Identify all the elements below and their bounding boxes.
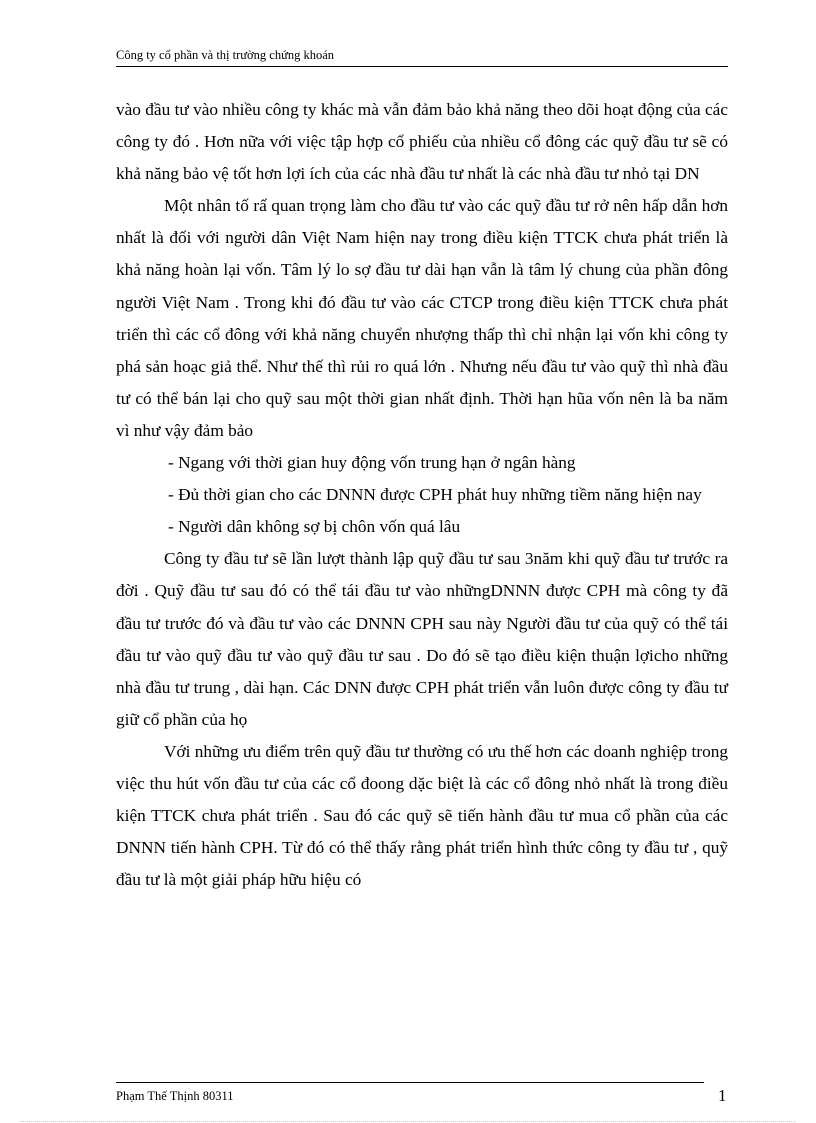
paragraph-1: vào đầu tư vào nhiều công ty khác mà vẫn đảm bảo khả năng theo dõi hoạt động của các công ty đó . Hơn nữa với việc tập hợp cổ phiếu của nhiều cổ đông các quỹ đầu tư sẽ có khả năng bảo vệ tốt hơn lợi ích của các nhà đầu tư nhất là các nhà đầu tư nhỏ tại DN bbox=[116, 100, 728, 184]
page-boundary-line bbox=[20, 1121, 796, 1122]
bullet-item-3: - Người dân không sợ bị chôn vốn quá lâu bbox=[168, 517, 461, 537]
footer-divider bbox=[116, 1082, 704, 1083]
page-number: 1 bbox=[718, 1086, 727, 1105]
paragraph-4: Với những ưu điểm trên quỹ đầu tư thường có ưu thế hơn các doanh nghiệp trong việc thu hút vốn đầu tư của các cổ đoong dặc biệt là các cổ đông nhỏ nhất là trong điều kiện TTCK chưa phát triển . Sau đó các quỹ sẽ tiến hành đầu tư mua cổ phần của các DNNN tiến hành CPH. Từ đó có thể thấy rằng phát triển hình thức công ty đầu tư , quỹ đầu tư là một giải pháp hữu hiệu có bbox=[116, 741, 728, 890]
running-header: Công ty cổ phần và thị trường chứng khoán bbox=[116, 48, 335, 62]
paragraph-3: Công ty đầu tư sẽ lần lượt thành lập quỹ đầu tư sau 3năm khi quỹ đầu tư trước ra đời . Quỹ đầu tư sau đó có thể tái đầu tư vào nhữngDNNN được CPH mà công ty đã đầu tư trước đó và đầu tư vào các DNNN CPH sau này Người đầu tư của quỹ có thể tái đầu tư vào quỹ đầu tư vào quỹ đầu tư sau . Do đó sẽ tạo điều kiện thuận lợicho những nhà đầu tư trung , dài hạn. Các DNN được CPH phát triển vẫn luôn được công ty đầu tư giữ cổ phần của họ bbox=[116, 549, 728, 729]
paragraph-2: Một nhân tố rấ quan trọng làm cho đầu tư vào các quỹ đầu tư rở nên hấp dẫn hơn nhất là đối với người dân Việt Nam hiện nay trong điều kiện TTCK chưa phát triển là khả năng hoàn lại vốn. Tâm lý lo sợ đầu tư dài hạn vẫn là tâm lý chung của phần đông người Việt Nam . Trong khi đó đầu tư vào các CTCP trong điều kiện TTCK chưa phát triển thì các cổ đông với khả năng chuyển nhượng thấp thì chỉ nhận lại vốn khi công ty phá sản hoạc giả thể. Như thế thì rủi ro quá lớn . Nhưng nếu đầu tư vào quỹ thì nhà đầu tư có thể bán lại cho quỹ sau một thời gian nhất định. Thời hạn hũa vốn nên là ba năm vì như vậy đảm bảo bbox=[116, 196, 728, 440]
bullet-item-2: - Đủ thời gian cho các DNNN được CPH phát huy những tiềm năng hiện nay bbox=[168, 485, 702, 505]
document-body bbox=[116, 94, 728, 896]
header-divider bbox=[116, 66, 728, 67]
footer-author: Phạm Thế Thịnh 80311 bbox=[116, 1089, 234, 1103]
bullet-item-1: - Ngang với thời gian huy động vốn trung hạn ở ngân hàng bbox=[168, 453, 576, 473]
